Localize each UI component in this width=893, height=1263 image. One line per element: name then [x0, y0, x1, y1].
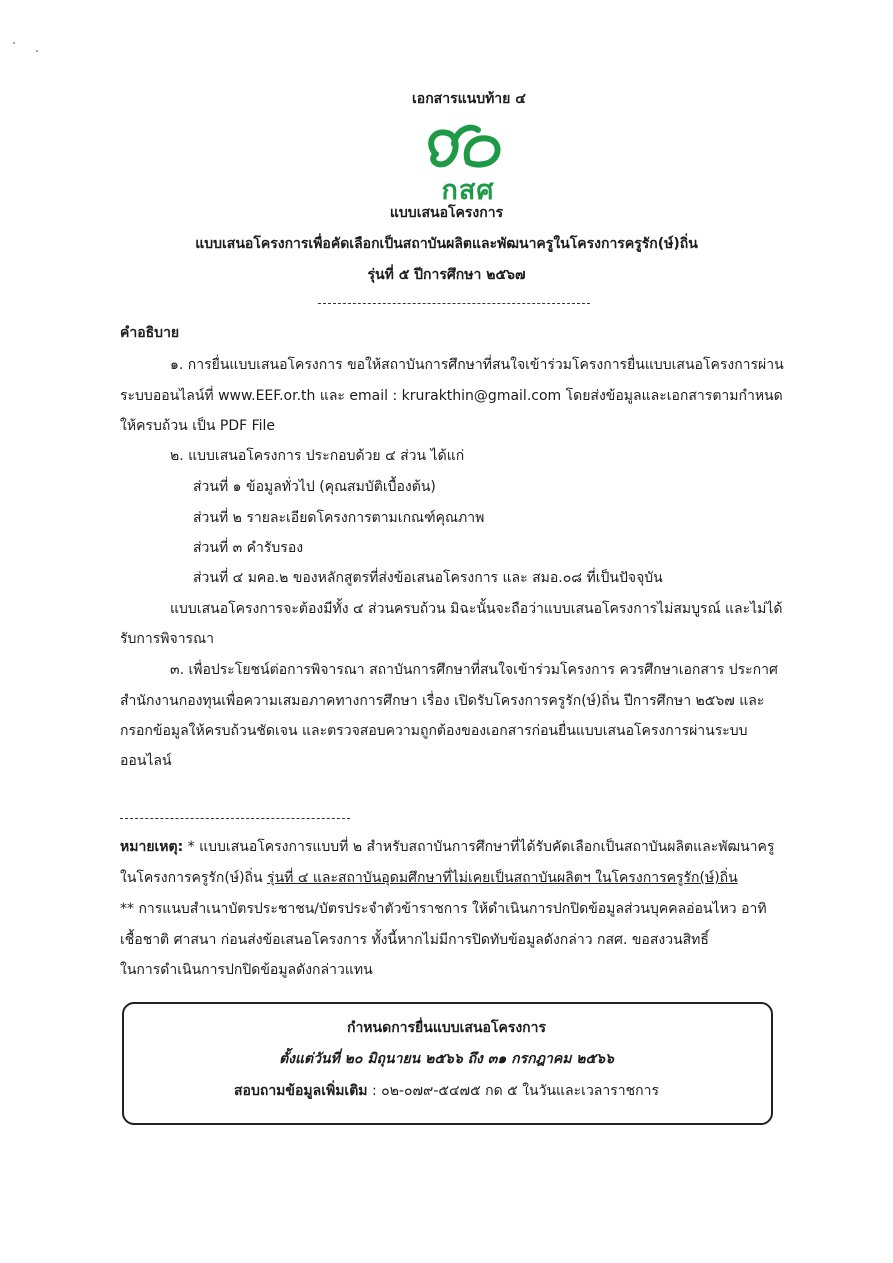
part-item: ส่วนที่ ๑ ข้อมูลทั่วไป (คุณสมบัติเบื้องต้น)	[193, 479, 436, 495]
note-1-underlined: รุ่นที่ ๔ และสถาบันอุดมศึกษาที่ไม่เคยเป็นสถาบันผลิตฯ ในโครงการครูรัก(ษ์)ถิ่น	[267, 870, 738, 886]
attachment-label: เอกสารแนบท้าย ๔	[412, 91, 526, 107]
page-title: แบบเสนอโครงการเพื่อคัดเลือกเป็นสถาบันผลิตและพัฒนาครูในโครงการครูรัก(ษ์)ถิ่น	[195, 236, 698, 252]
contact-line	[0, 1082, 893, 1100]
instruction-3-line: กรอกข้อมูลให้ครบถ้วนชัดเจน และตรวจสอบความถูกต้องของเอกสารก่อนยื่นแบบเสนอโครงการผ่านระบบ	[120, 723, 748, 739]
note-2-line: เชื้อชาติ ศาสนา ก่อนส่งข้อเสนอโครงการ ทั้งนี้หากไม่มีการปิดทับข้อมูลดังกล่าว กสศ. ขอสงวนสิทธิ์	[120, 932, 709, 948]
contact-label: สอบถามข้อมูลเพิ่มเติม	[234, 1083, 368, 1099]
instruction-1-line: ระบบออนไลน์ที่ www.EEF.or.th และ email : krurakthin@gmail.com โดยส่งข้อมูลและเอกสารตามกำหนด	[120, 388, 783, 404]
notes-divider	[120, 818, 350, 819]
instruction-3-line: ออนไลน์	[120, 753, 172, 769]
instruction-1-line: ๑. การยื่นแบบเสนอโครงการ ขอให้สถาบันการศึกษาที่สนใจเข้าร่วมโครงการยื่นแบบเสนอโครงการผ่าน	[170, 357, 784, 373]
instruction-2-intro: ๒. แบบเสนอโครงการ ประกอบด้วย ๔ ส่วน ได้แก่	[170, 448, 465, 464]
instruction-3-line: สำนักงานกองทุนเพื่อความเสมอภาคทางการศึกษา เรื่อง เปิดรับโครงการครูรัก(ษ์)ถิ่น ปีการศึกษา ๒๕๖๗ และ	[120, 693, 765, 709]
instructions-heading: คำอธิบาย	[120, 325, 180, 341]
deadline-dates: ตั้งแต่วันที่ ๒๐ มิถุนายน ๒๕๖๖ ถึง ๓๑ กรกฎาคม ๒๕๖๖	[279, 1051, 614, 1067]
eef-logo	[418, 118, 518, 208]
instruction-3-line: ๓. เพื่อประโยชน์ต่อการพิจารณา สถาบันการศึกษาที่สนใจเข้าร่วมโครงการ ควรศึกษาเอกสาร ประกาศ	[170, 662, 778, 678]
eef-leaf-icon	[418, 118, 518, 174]
title-divider	[318, 303, 590, 304]
part-item: ส่วนที่ ๓ คำรับรอง	[193, 540, 304, 556]
note-2-line: ** การแนบสำเนาบัตรประชาชน/บัตรประจำตัวข้าราชการ ให้ดำเนินการปกปิดข้อมูลส่วนบุคคลอ่อนไหว อาทิ	[120, 901, 767, 917]
instruction-2-note: แบบเสนอโครงการจะต้องมีทั้ง ๔ ส่วนครบถ้วน มิฉะนั้นจะถือว่าแบบเสนอโครงการไม่สมบูรณ์ และไม่ได้	[170, 601, 783, 617]
instruction-2-note: รับการพิจารณา	[120, 631, 214, 647]
deadline-title: กำหนดการยื่นแบบเสนอโครงการ	[346, 1020, 547, 1036]
scan-speck	[36, 50, 38, 52]
notes-label: หมายเหตุ:	[120, 839, 184, 855]
page-subtitle: รุ่นที่ ๕ ปีการศึกษา ๒๕๖๗	[367, 267, 526, 283]
note-1-text: ในโครงการครูรัก(ษ์)ถิ่น	[120, 870, 268, 886]
part-item: ส่วนที่ ๔ มคอ.๒ ของหลักสูตรที่ส่งข้อเสนอโครงการ และ สมอ.๐๘ ที่เป็นปัจจุบัน	[193, 570, 663, 586]
part-item: ส่วนที่ ๒ รายละเอียดโครงการตามเกณฑ์คุณภาพ	[193, 510, 485, 526]
scan-speck	[13, 42, 15, 44]
note-2-line: ในการดำเนินการปกปิดข้อมูลดังกล่าวแทน	[120, 962, 373, 978]
contact-value: : ๐๒-๐๗๙-๕๔๗๕ กด ๕ ในวันและเวลาราชการ	[367, 1083, 659, 1099]
note-1-line	[120, 869, 738, 887]
note-1-text: * แบบเสนอโครงการแบบที่ ๒ สำหรับสถาบันการศึกษาที่ได้รับคัดเลือกเป็นสถาบันผลิตและพัฒนาครู	[183, 839, 775, 855]
form-label: แบบเสนอโครงการ	[389, 205, 504, 221]
logo-text: กสศ	[441, 175, 495, 206]
note-1-line	[120, 838, 774, 856]
instruction-1-line: ให้ครบถ้วน เป็น PDF File	[120, 418, 276, 434]
